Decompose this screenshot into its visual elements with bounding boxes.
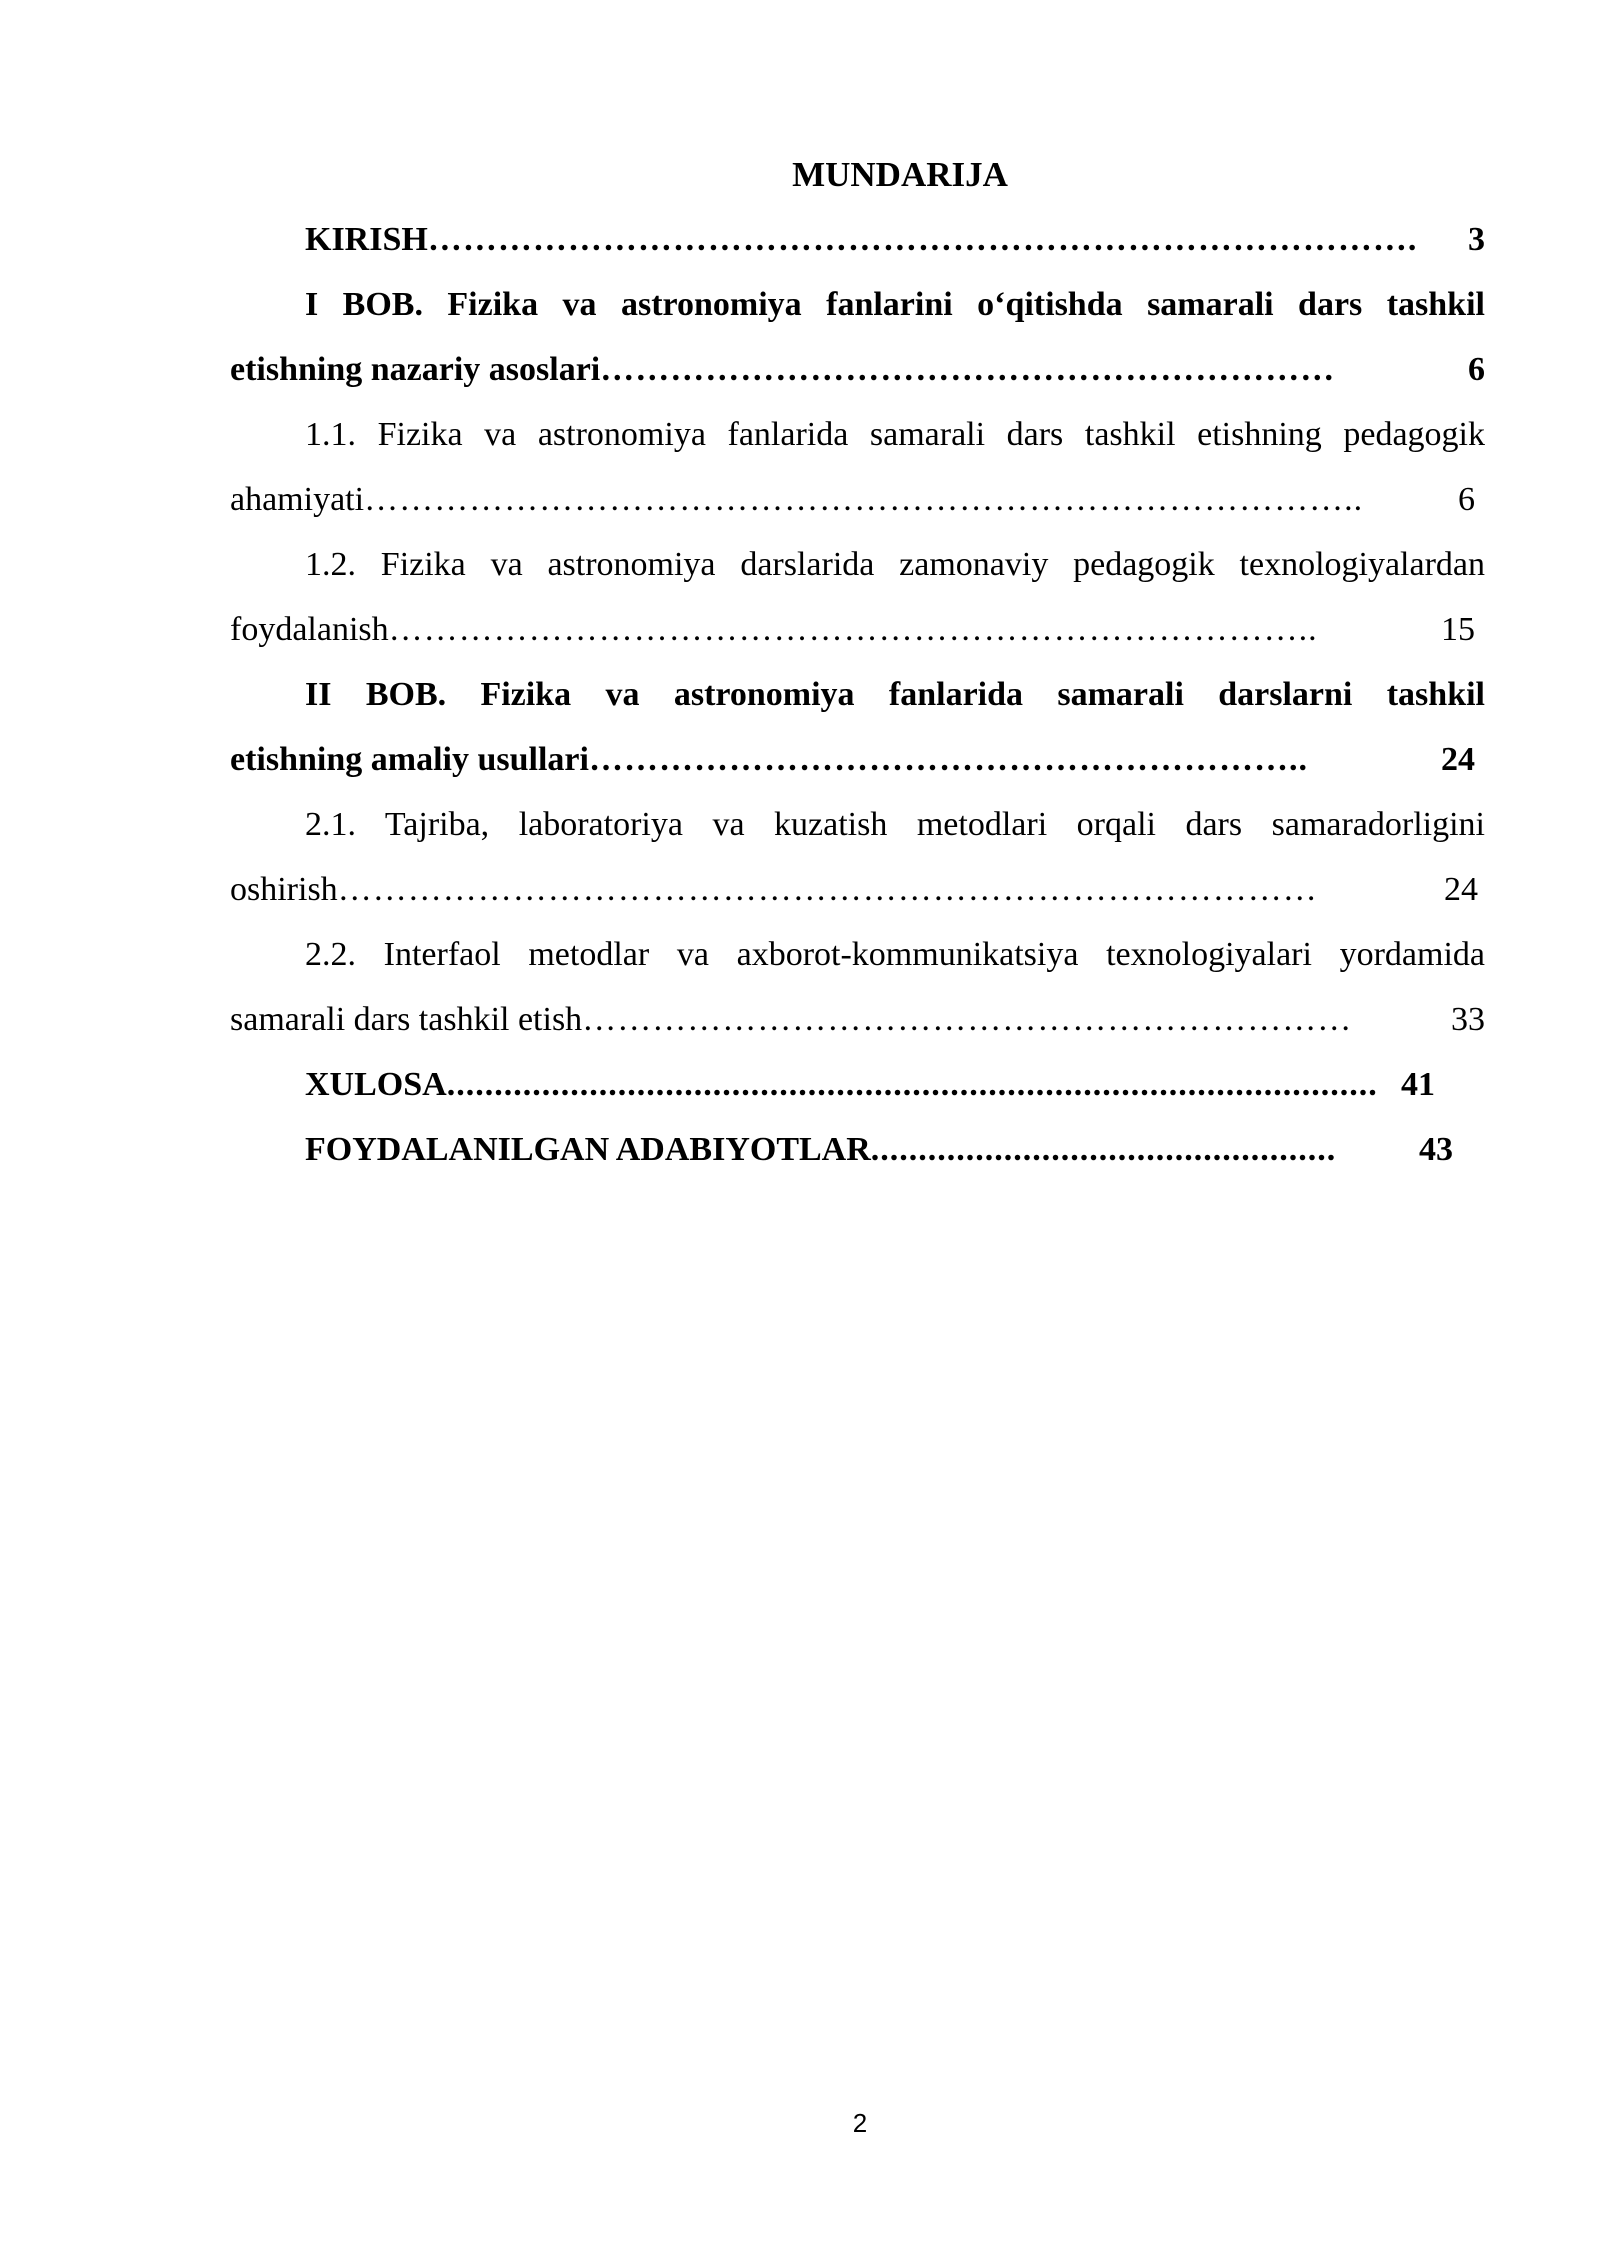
toc-entry-s11-line2[interactable] [230,478,1475,522]
toc-entry-bob2-line2[interactable] [230,738,1475,782]
toc-entry-s22-line1[interactable]: 2.2. Interfaol metodlar va axborot-kommunikatsiya texnologiyalari yordamida [305,936,1485,973]
toc-entry-s21-line1[interactable]: 2.1. Tajriba, laboratoriya va kuzatish metodlari orqali dars samaradorligini [305,806,1485,843]
toc-leader-dots: …………………………………………………………………….. [388,611,1318,648]
toc-entry-s12-line1[interactable]: 1.2. Fizika va astronomiya darslarida zamonaviy pedagogik texnologiyalardan [305,546,1485,583]
toc-leader-dots: …………………………………………………….. [588,741,1308,778]
toc-entry-text: XULOSA [305,1066,447,1103]
toc-entry-xulosa[interactable] [305,1063,1435,1107]
toc-entry-text: ahamiyati [230,481,365,518]
toc-entry-adabiyotlar[interactable] [305,1128,1453,1172]
toc-page-number: 24 [1444,871,1478,908]
toc-leader-dots: ……………………………………………………… [600,351,1336,388]
toc-entry-bob1-line1[interactable]: I BOB. Fizika va astronomiya fanlarini o‘qitishda samarali dars tashkil [305,286,1485,323]
toc-entry-text: etishning nazariy asoslari [230,351,601,388]
toc-leader-dots: ………………………………………………………… [582,1001,1353,1038]
toc-leader-dots: ………………………………………………………………………… [337,871,1318,908]
page-number: 2 [852,2108,868,2138]
toc-entry-text: samarali dars tashkil etish [230,1001,583,1038]
toc-entry-s22-line2[interactable] [230,998,1485,1042]
toc-page-number: 43 [1419,1131,1453,1168]
toc-page-number: 33 [1451,1001,1485,1038]
toc-leader-dots: …………………………………………………………………………. [427,221,1418,258]
toc-page-number: 6 [1458,481,1475,518]
toc-entry-text: foydalanish [230,611,389,648]
toc-entry-kirish[interactable] [305,218,1485,262]
toc-page-number: 6 [1468,351,1485,388]
toc-entry-text: KIRISH [305,221,428,258]
toc-page-number: 3 [1468,221,1485,258]
toc-page-number: 24 [1441,741,1475,778]
toc-entry-bob2-line1[interactable]: II BOB. Fizika va astronomiya fanlarida samarali darslarni tashkil [305,676,1485,713]
toc-page-number: 41 [1401,1066,1435,1103]
toc-entry-text: etishning amaliy usullari [230,741,589,778]
toc-title: MUNDARIJA [792,155,1008,194]
toc-leader-dots: .................................................................................................. [446,1066,1378,1103]
toc-entry-text: FOYDALANILGAN ADABIYOTLAR [305,1131,871,1168]
toc-leader-dots: ………………………………………………………………………….. [364,481,1364,518]
toc-page-number: 15 [1441,611,1475,648]
toc-leader-dots: ................................................. [870,1131,1337,1168]
toc-entry-s11-line1[interactable]: 1.1. Fizika va astronomiya fanlarida samarali dars tashkil etishning pedagogik [305,416,1485,453]
toc-entry-s12-line2[interactable] [230,608,1475,652]
toc-entry-s21-line2[interactable] [230,868,1478,912]
toc-entry-text: oshirish [230,871,338,908]
toc-entry-bob1-line2[interactable] [230,348,1485,392]
